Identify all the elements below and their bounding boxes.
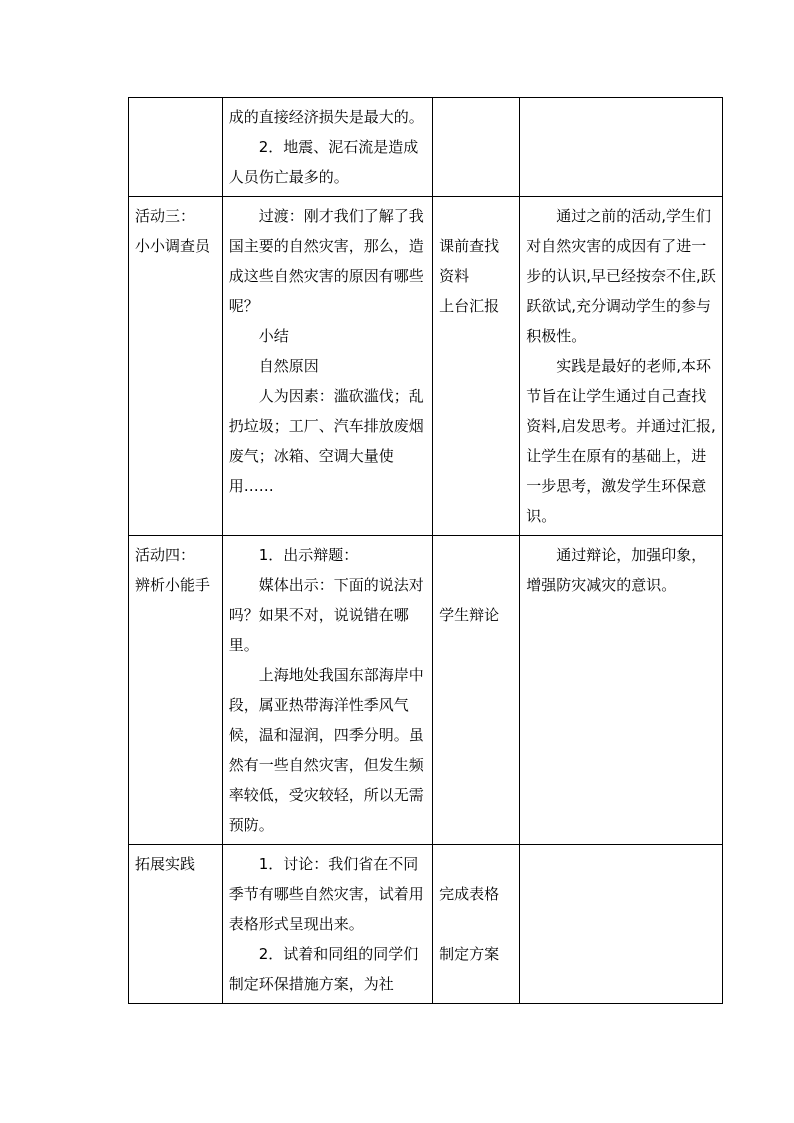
content-paragraph: 人为因素：滥砍滥伐；乱扔垃圾；工厂、汽车排放废烟废气；冰箱、空调大量使用……	[228, 387, 424, 495]
student-activity-text: 完成表格	[439, 885, 500, 903]
content-paragraph: 过渡：刚才我们了解了我国主要的自然灾害，那么，造成这些自然灾害的原因有哪些呢？	[228, 207, 424, 315]
content-paragraph: 1．出示辩题：	[258, 546, 359, 564]
activity-cell	[129, 845, 223, 1004]
content-paragraph: 1．讨论：我们省在不同季节有哪些自然灾害，试着用表格形式呈现出来。	[228, 855, 424, 933]
activity-label: 拓展实践	[135, 855, 196, 873]
student-activity-text: 课前查找资料	[439, 237, 500, 285]
spacer	[439, 540, 513, 570]
spacer	[439, 849, 513, 879]
design-intent-cell	[520, 845, 723, 1004]
activity-label: 辨析小能手	[135, 576, 211, 594]
intent-paragraph: 通过辩论，加强印象，增强防灾减灾的意识。	[526, 546, 707, 594]
intent-paragraph: 通过之前的活动,学生们对自然灾害的成因有了进一步的认识,早已经按奈不住,跃跃欲试,充分调动学生的参与积极性。	[526, 207, 716, 345]
lesson-plan-table	[128, 97, 723, 1004]
spacer	[439, 570, 513, 600]
table-row	[129, 98, 723, 197]
content-paragraph: 小结	[258, 327, 289, 345]
student-activity-text: 学生辩论	[439, 606, 500, 624]
student-activity-text: 上台汇报	[439, 297, 500, 315]
student-activity-cell	[433, 845, 520, 1004]
content-paragraph: 2．地震、泥石流是造成人员伤亡最多的。	[228, 138, 419, 186]
student-activity-cell	[433, 197, 520, 536]
student-activity-cell	[433, 98, 520, 197]
content-paragraph: 2．试着和同组的同学们制定环保措施方案，为社	[228, 945, 419, 993]
activity-label: 活动三：	[135, 207, 196, 225]
spacer	[439, 201, 513, 231]
student-activity-cell	[433, 536, 520, 845]
design-intent-cell	[520, 536, 723, 845]
content-paragraph: 自然原因	[258, 357, 319, 375]
activity-cell	[129, 197, 223, 536]
content-paragraph: 成的直接经济损失是最大的。	[228, 108, 424, 126]
activity-label: 小小调查员	[135, 237, 211, 255]
table-row	[129, 845, 723, 1004]
content-cell	[222, 98, 432, 197]
content-paragraph: 上海地处我国东部海岸中段，属亚热带海洋性季风气候，温和湿润，四季分明。虽然有一些自然灾害，但发生频率较低，受灾较轻，所以无需预防。	[228, 666, 424, 834]
content-cell	[222, 536, 432, 845]
design-intent-cell	[520, 197, 723, 536]
intent-paragraph: 实践是最好的老师,本环节旨在让学生通过自己查找资料,启发思考。并通过汇报,让学生在原有的基础上，进一步思考，激发学生环保意识。	[526, 357, 716, 525]
design-intent-cell	[520, 98, 723, 197]
activity-cell	[129, 98, 223, 197]
spacer	[439, 909, 513, 939]
content-paragraph: 媒体出示：下面的说法对吗？如果不对，说说错在哪里。	[228, 576, 424, 654]
activity-cell	[129, 536, 223, 845]
table-row	[129, 536, 723, 845]
content-cell	[222, 845, 432, 1004]
student-activity-text: 制定方案	[439, 945, 500, 963]
content-cell	[222, 197, 432, 536]
table-row	[129, 197, 723, 536]
activity-label: 活动四：	[135, 546, 196, 564]
